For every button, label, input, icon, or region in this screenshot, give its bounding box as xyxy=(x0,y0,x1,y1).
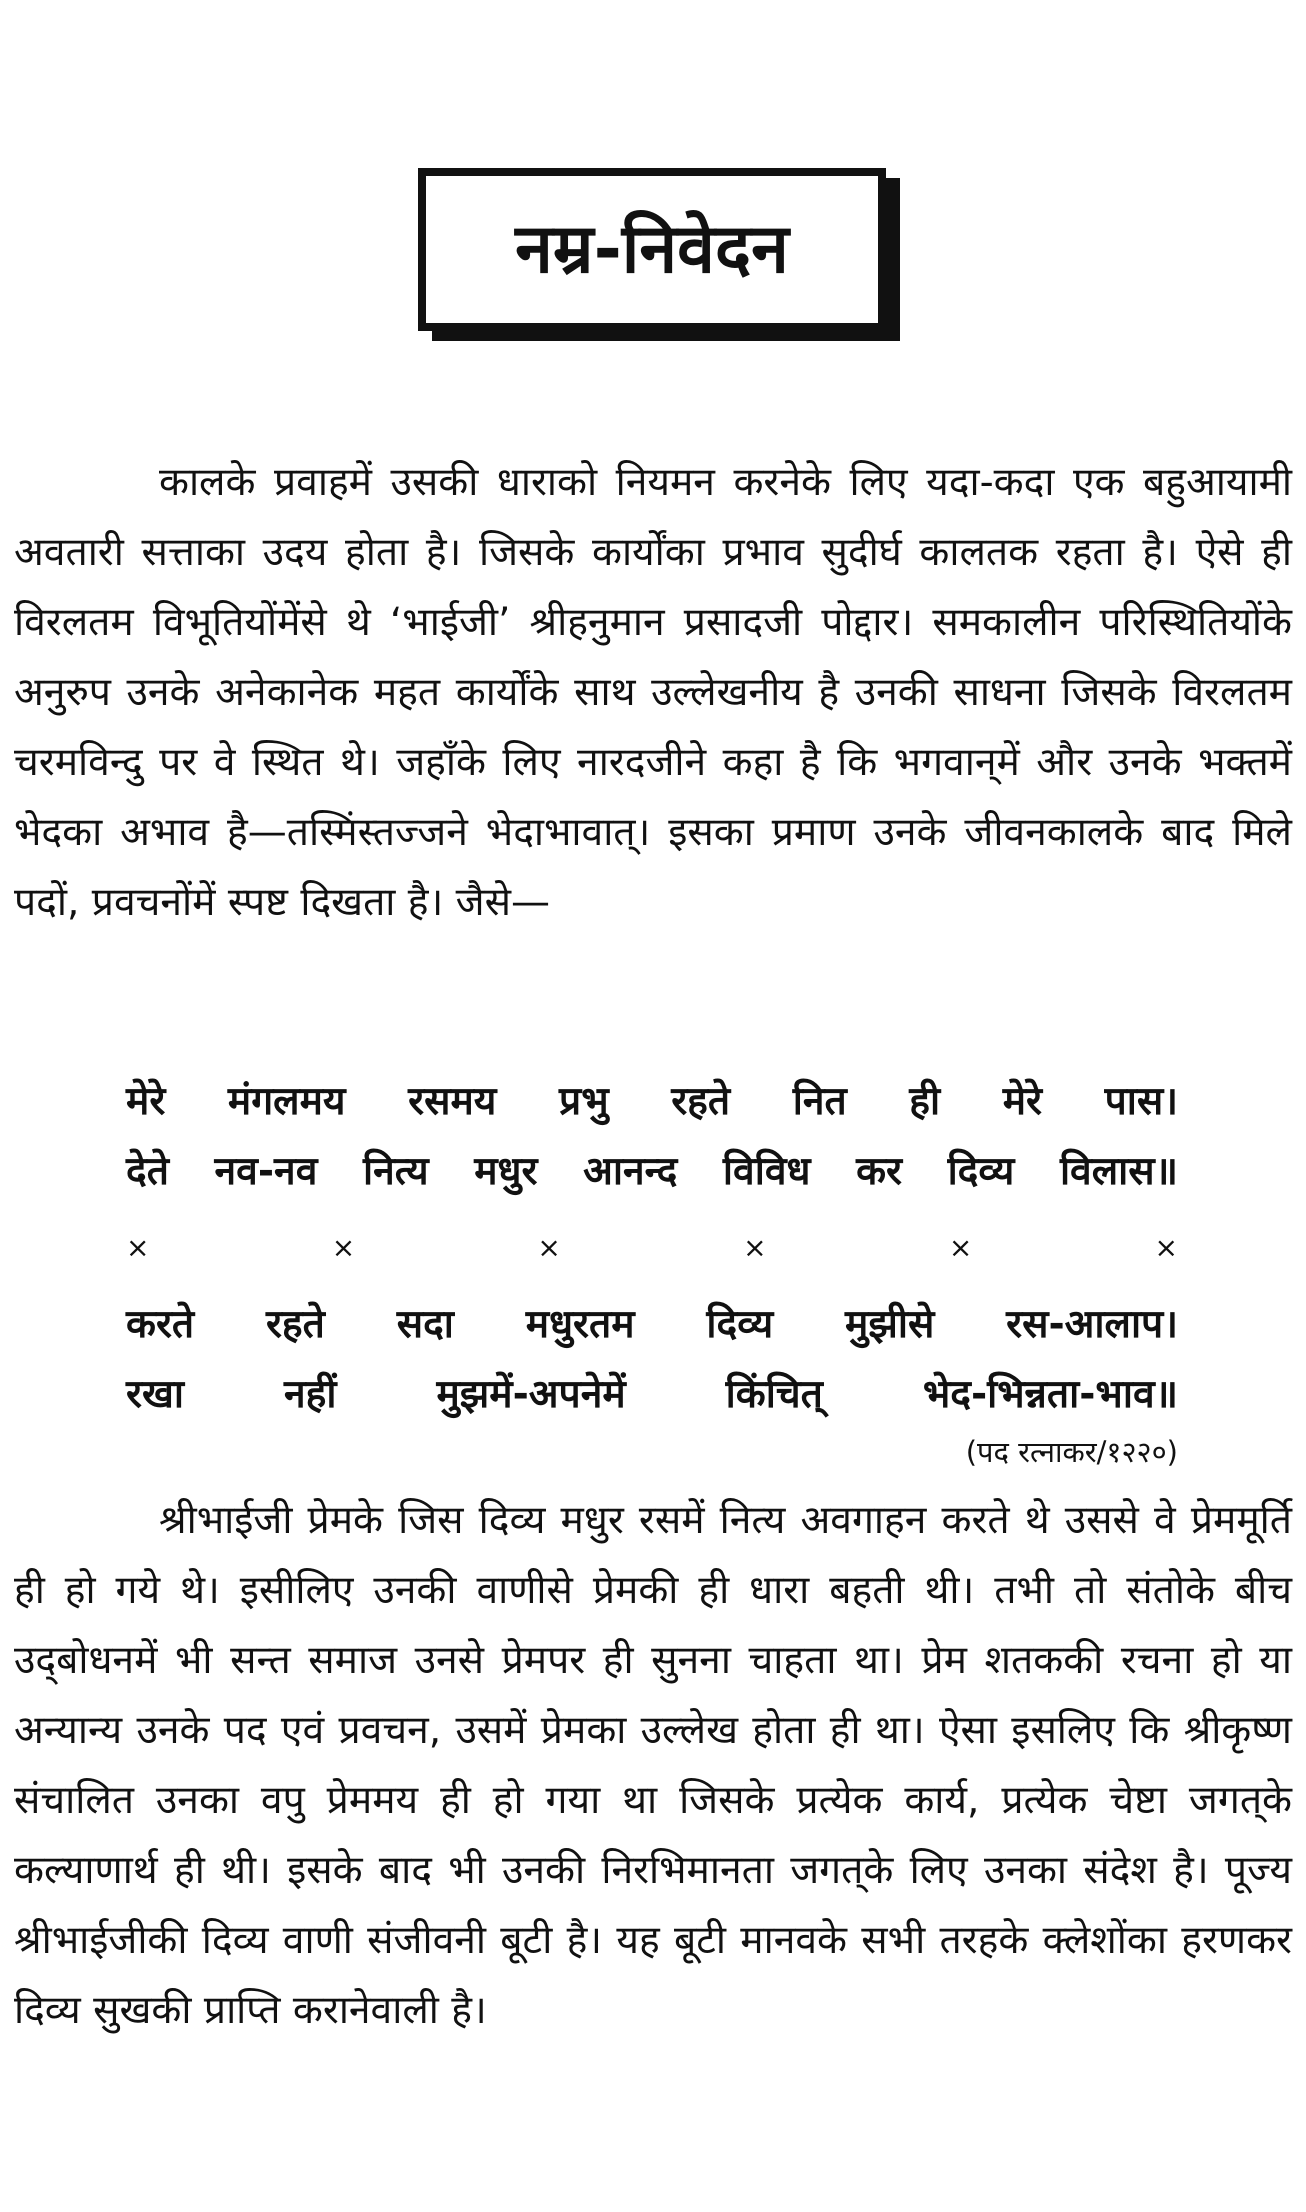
verse-citation: (पद रत्नाकर/१२२०) xyxy=(965,1435,1178,1469)
closing-paragraph: श्रीभाईजी प्रेमके जिस दिव्य मधुर रसमें नित्य अवगाहन करते थे उससे वे प्रेममूर्ति ही हो गये थे। इसीलिए उनकी वाणीसे प्रेमकी ही धारा बहती थी। तभी तो संतोके बीच उद्‌बोधनमें भी सन्त समाज उनसे प्रेमपर ही सुनना चाहता था। प्रेम शतककी रचना हो या अन्यान्य उनके पद एवं प्रवचन, उसमें प्रेमका उल्लेख होता ही था। ऐसा इसलिए कि श्रीकृष्ण संचालित उनका वपु प्रेममय ही हो गया था जिसके प्रत्येक कार्य, प्रत्येक चेष्टा जगत्‌के कल्याणार्थ ही थी। इसके बाद भी उनकी निरभिमानता जगत्‌के लिए उनका संदेश है। पूज्य श्रीभाईजीकी दिव्य वाणी संजीवनी बूटी है। यह बूटी मानवके सभी तरहके क्लेशोंका हरणकर दिव्य सुखकी प्राप्ति करानेवाली है। xyxy=(14,1498,1292,2033)
separator-mark: × xyxy=(948,1230,973,1264)
separator-mark: × xyxy=(331,1230,356,1264)
title-frame xyxy=(418,168,888,333)
verse-line: मेरे मंगलमय रसमय प्रभु रहते नित ही मेरे पास। xyxy=(126,1079,1178,1124)
intro-paragraph-block xyxy=(14,448,1292,938)
closing-paragraph-block xyxy=(14,1486,1292,2046)
page-title: नम्र-निवेदन xyxy=(515,209,789,289)
separator-mark: × xyxy=(126,1230,150,1264)
verse-line: देते नव-नव नित्य मधुर आनन्द विविध कर दिव्य विलास॥ xyxy=(126,1149,1178,1194)
verse-line: करते रहते सदा मधुरतम दिव्य मुझीसे रस-आलाप। xyxy=(126,1302,1178,1347)
title-box xyxy=(418,168,886,331)
verse-block-second xyxy=(126,1290,1178,1430)
intro-paragraph: कालके प्रवाहमें उसकी धाराको नियमन करनेके लिए यदा-कदा एक बहुआयामी अवतारी सत्ताका उदय होता है। जिसके कार्योंका प्रभाव सुदीर्घ कालतक रहता है। ऐसे ही विरलतम विभूतियोंमेंसे थे ‘भाईजी’ श्रीहनुमान प्रसादजी पोद्दार। समकालीन परिस्थितियोंके अनुरुप उनके अनेकानेक महत कार्योंके साथ उल्लेखनीय है उनकी साधना जिसके विरलतम चरमविन्दु पर वे स्थित थे। जहाँके लिए नारदजीने कहा है कि भगवान्‌में और उनके भक्तमें भेदका अभाव है—तस्मिंस्तज्जने भेदाभावात्। इसका प्रमाण उनके जीवनकालके बाद मिले पदों, प्रवचनोंमें स्पष्ट दिखता है। जैसे— xyxy=(14,460,1292,925)
separator-mark: × xyxy=(537,1230,561,1264)
separator-mark: × xyxy=(743,1230,767,1264)
verse-line: रखा नहीं मुझमें-अपनेमें किंचित् भेद-भिन्नता-भाव॥ xyxy=(126,1372,1178,1417)
verse-separator xyxy=(126,1222,1178,1272)
verse-block-first xyxy=(126,1067,1178,1207)
separator-mark: × xyxy=(1154,1230,1178,1264)
